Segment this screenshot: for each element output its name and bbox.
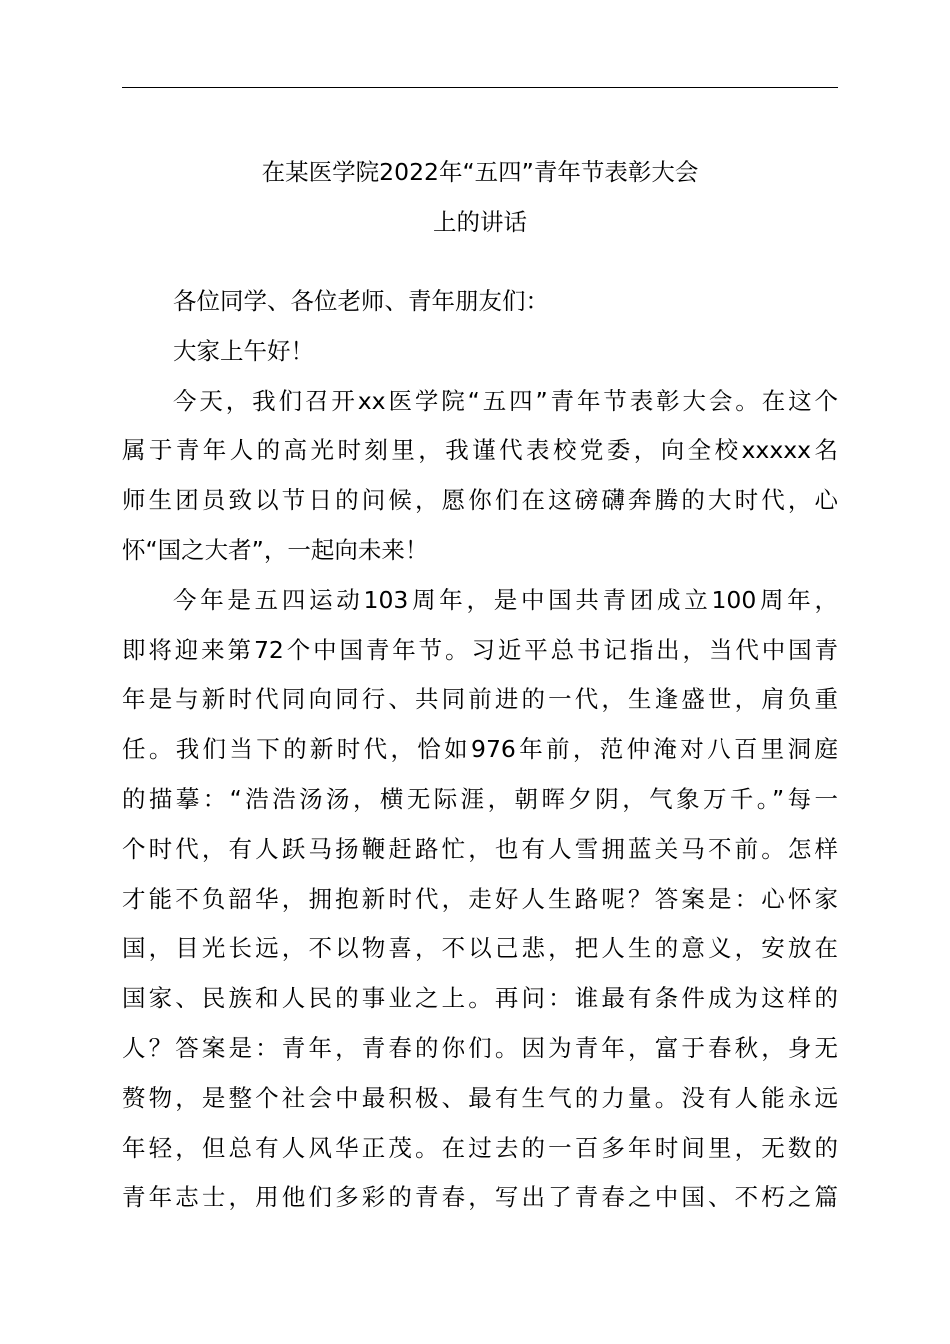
body-line: 人？答案是：青年，青春的你们。因为青年，富于春秋，身无 (122, 1033, 838, 1062)
title-line: 上的讲话 (433, 207, 527, 236)
body-line: 赘物，是整个社会中最积极、最有生气的力量。没有人能永远 (122, 1083, 838, 1112)
body-line: 的描摹：“浩浩汤汤，横无际涯，朝晖夕阴，气象万千。”每一 (122, 784, 838, 813)
body-line: 年是与新时代同向同行、共同前进的一代，生逢盛世，肩负重 (122, 685, 838, 714)
page-title (122, 148, 838, 248)
body-line: 师生团员致以节日的问候，愿你们在这磅礴奔腾的大时代，心 (122, 486, 838, 515)
body-line: 国，目光长远，不以物喜，不以己悲，把人生的意义，安放在 (122, 934, 838, 963)
header-rule (122, 87, 838, 88)
body-line: 大家上午好！ (173, 336, 314, 365)
body-text (122, 277, 838, 1223)
body-line: 即将迎来第72个中国青年节。习近平总书记指出，当代中国青 (122, 635, 838, 664)
body-line: 年轻，但总有人风华正茂。在过去的一百多年时间里，无数的 (122, 1133, 838, 1162)
title-line: 在某医学院2022年“五四”青年节表彰大会 (261, 158, 699, 186)
body-line: 才能不负韶华，拥抱新时代，走好人生路呢？答案是：心怀家 (122, 884, 838, 913)
body-line: 怀“国之大者”，一起向未来！ (122, 535, 429, 564)
body-line: 国家、民族和人民的事业之上。再问：谁最有条件成为这样的 (122, 984, 838, 1013)
body-line: 任。我们当下的新时代，恰如976年前，范仲淹对八百里洞庭 (122, 735, 838, 764)
body-line: 各位同学、各位老师、青年朋友们： (173, 287, 549, 315)
body-line: 今年是五四运动103周年，是中国共青团成立100周年， (173, 585, 838, 614)
body-line: 今天，我们召开xx医学院“五四”青年节表彰大会。在这个 (173, 386, 838, 415)
body-line: 青年志士，用他们多彩的青春，写出了青春之中国、不朽之篇 (122, 1183, 838, 1212)
body-line: 个时代，有人跃马扬鞭赶路忙，也有人雪拥蓝关马不前。怎样 (122, 834, 838, 863)
body-line: 属于青年人的高光时刻里，我谨代表校党委，向全校xxxxx名 (122, 436, 838, 465)
